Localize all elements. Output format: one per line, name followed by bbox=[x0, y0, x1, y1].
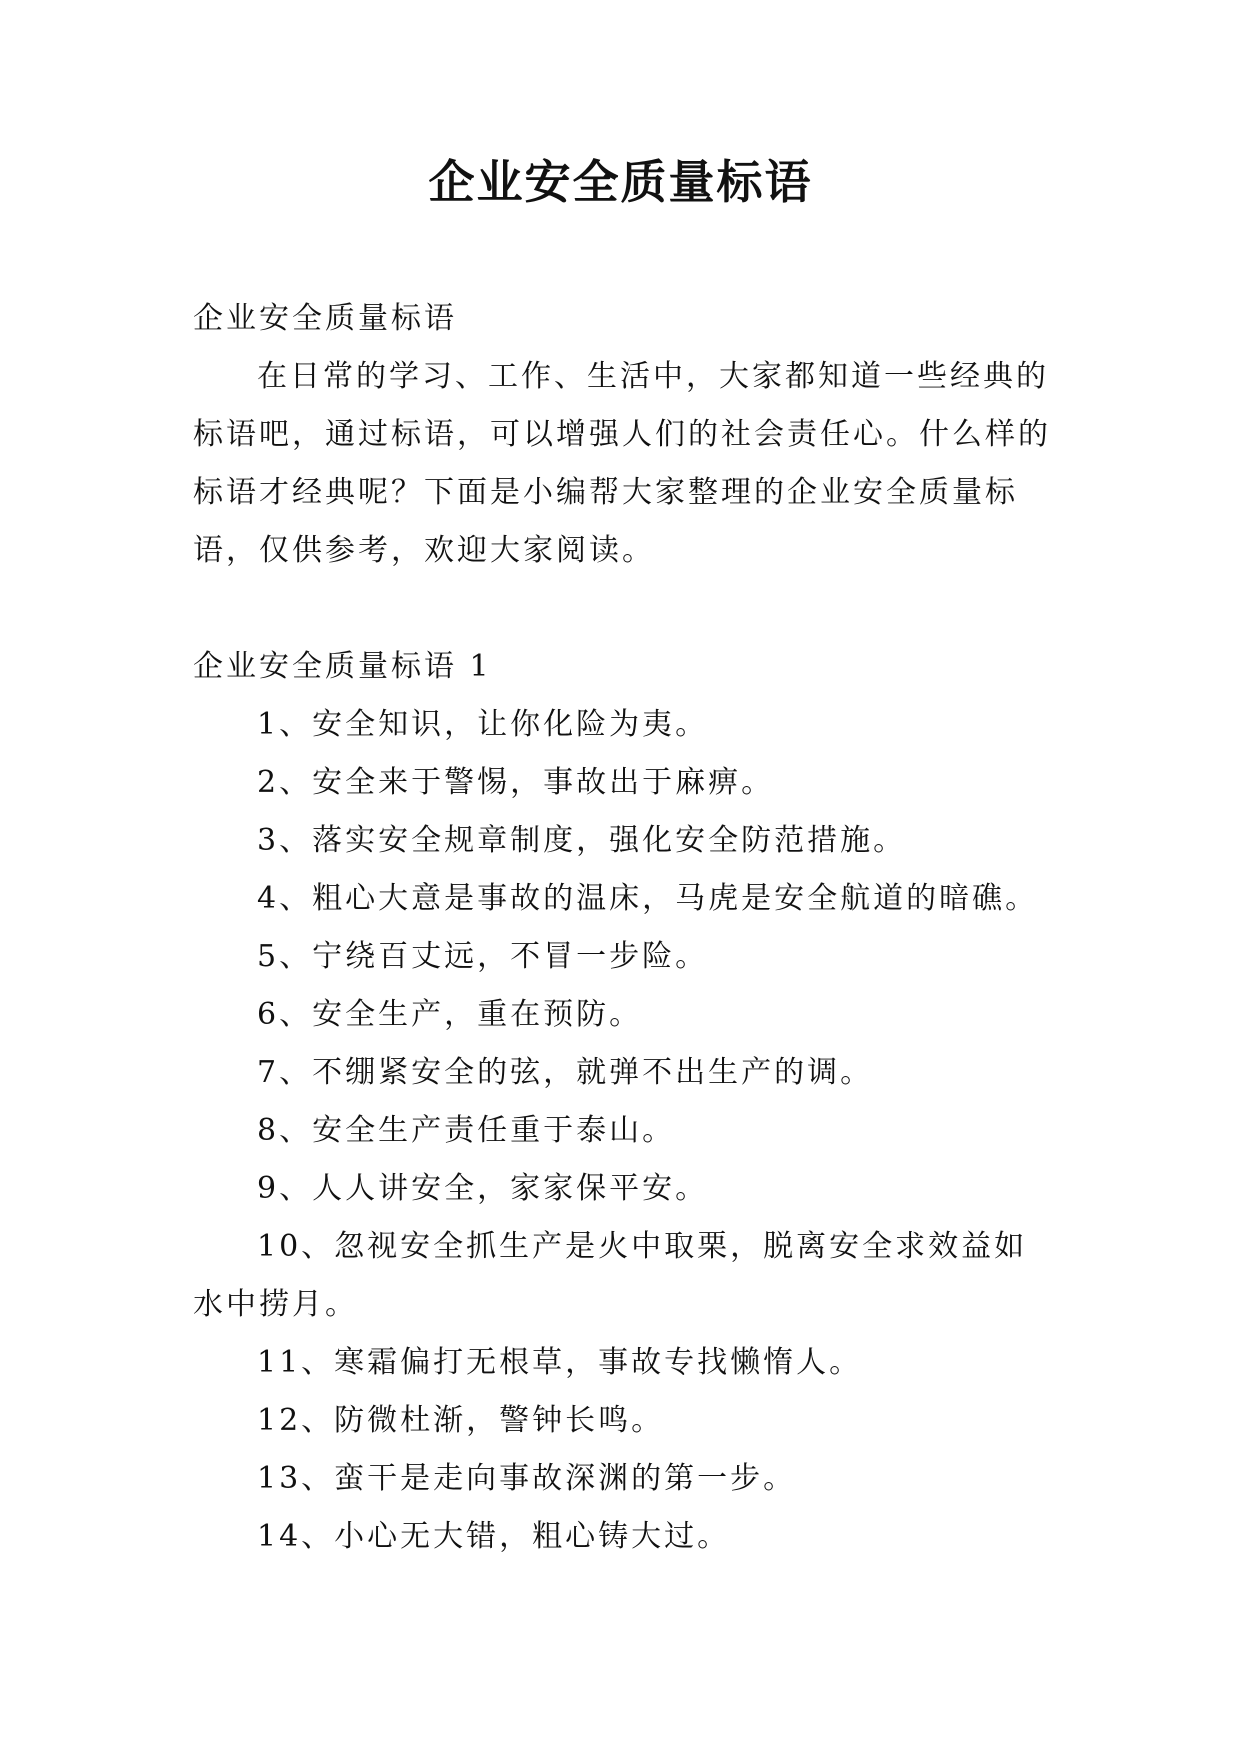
document-title: 企业安全质量标语 bbox=[428, 155, 813, 209]
paragraph-gap bbox=[193, 580, 1053, 638]
list-item: 3、落实安全规章制度，强化安全防范措施。 bbox=[257, 823, 907, 858]
list-item: 7、不绷紧安全的弦，就弹不出生产的调。 bbox=[257, 1055, 874, 1090]
list-item: 6、安全生产，重在预防。 bbox=[257, 997, 643, 1032]
list-item: 13、蛮干是走向事故深渊的第一步。 bbox=[257, 1461, 797, 1496]
list-item: 1、安全知识，让你化险为夷。 bbox=[257, 707, 709, 742]
list-item: 9、人人讲安全，家家保平安。 bbox=[257, 1171, 709, 1206]
list-item: 14、小心无大错，粗心铸大过。 bbox=[257, 1519, 731, 1554]
subtitle: 企业安全质量标语 bbox=[193, 301, 457, 336]
list-item: 8、安全生产责任重于泰山。 bbox=[257, 1113, 676, 1148]
section-heading: 企业安全质量标语 1 bbox=[193, 649, 492, 684]
list-item: 10、忽视安全抓生产是火中取栗，脱离安全求效益如水中捞月。 bbox=[193, 1229, 1028, 1322]
list-item: 12、防微杜渐，警钟长鸣。 bbox=[257, 1403, 665, 1438]
list-item: 4、粗心大意是事故的温床，马虎是安全航道的暗礁。 bbox=[257, 881, 1039, 916]
list-item: 11、寒霜偏打无根草，事故专找懒惰人。 bbox=[257, 1345, 863, 1380]
document-body bbox=[193, 290, 1053, 1566]
list-item: 2、安全来于警惕，事故出于麻痹。 bbox=[257, 765, 775, 800]
intro-paragraph: 在日常的学习、工作、生活中，大家都知道一些经典的标语吧，通过标语，可以增强人们的社会责任心。什么样的标语才经典呢？下面是小编帮大家整理的企业安全质量标语，仅供参考，欢迎大家阅读。 bbox=[193, 359, 1051, 568]
list-item: 5、宁绕百丈远，不冒一步险。 bbox=[257, 939, 709, 974]
